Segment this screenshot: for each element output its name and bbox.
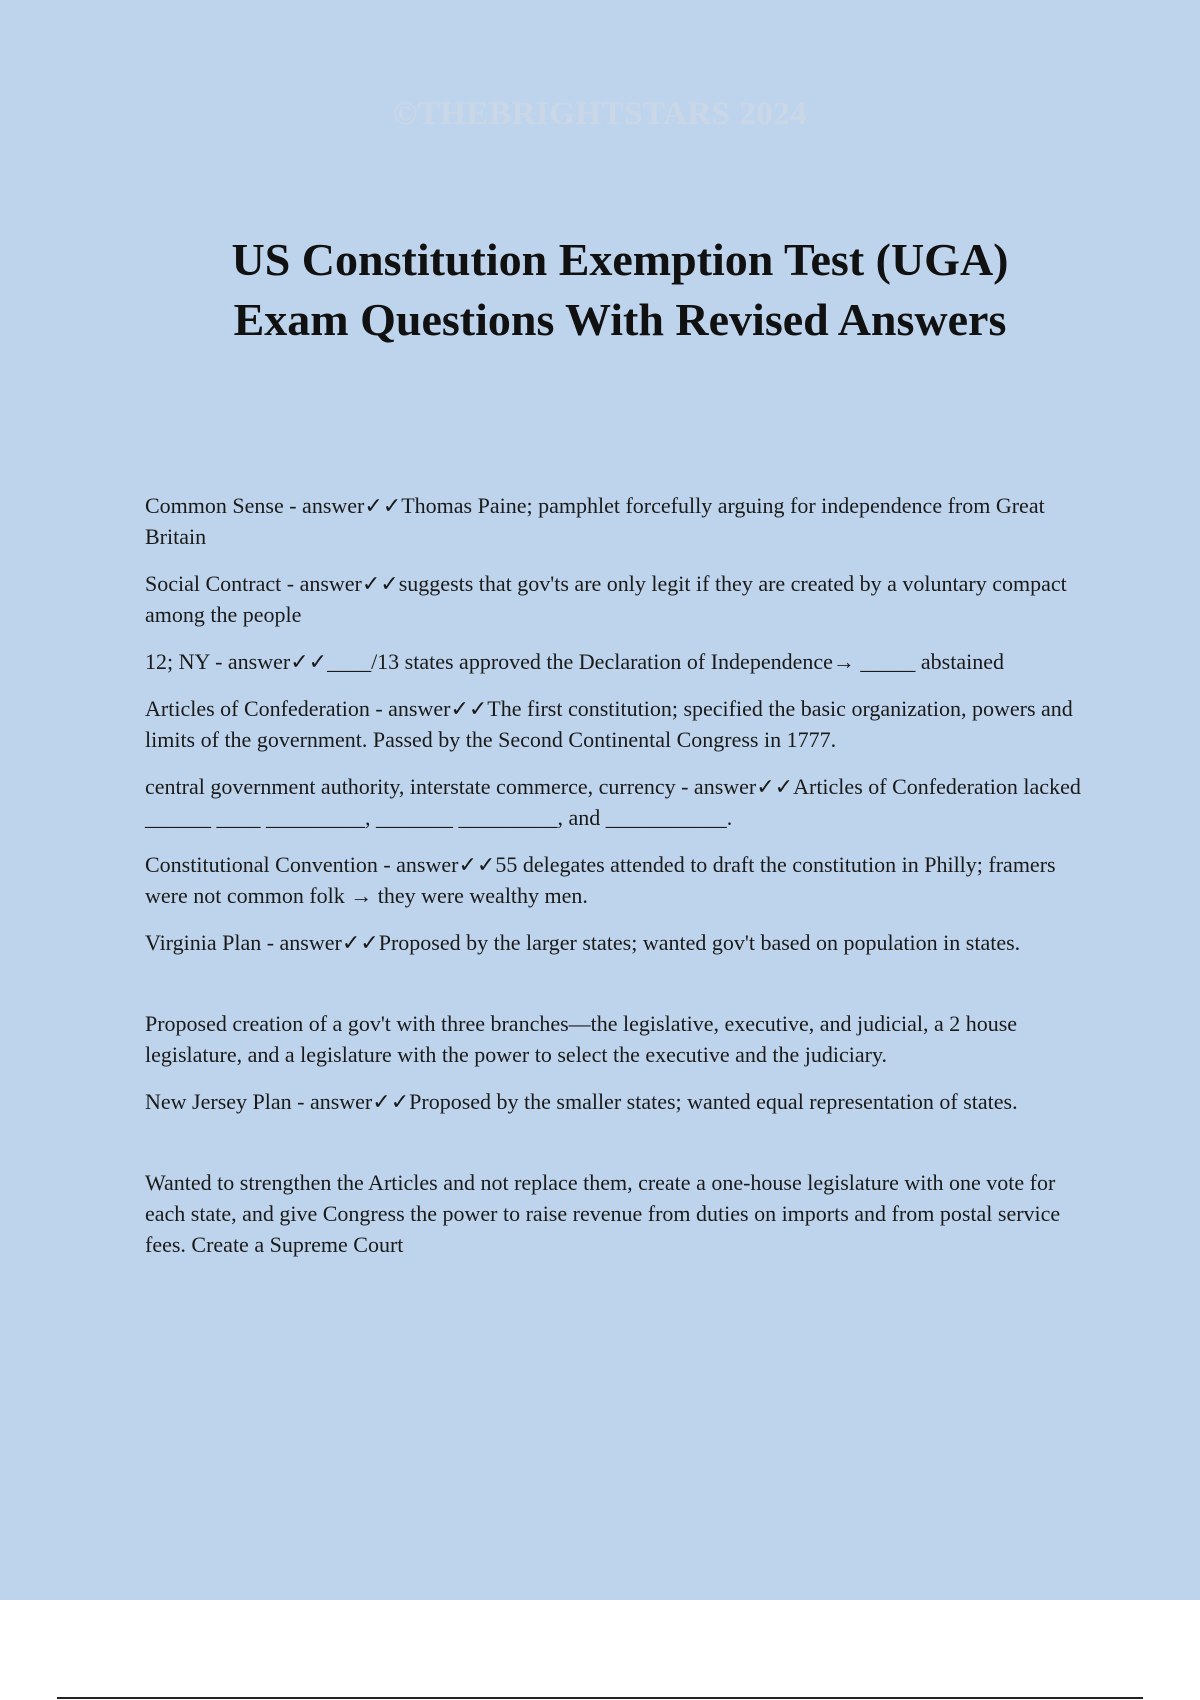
qa-entry-new-jersey-plan: New Jersey Plan - answer✓✓Proposed by the smaller states; wanted equal representation of states. xyxy=(145,1089,1018,1114)
qa-entry-virginia-plan-detail: Proposed creation of a gov't with three branches—the legislative, executive, and judicial, a 2 house legislature, and a legislature with the power to select the executive and the judiciary. xyxy=(145,1011,1018,1067)
qa-entry-virginia-plan: Virginia Plan - answer✓✓Proposed by the larger states; wanted gov't based on population in states. xyxy=(145,930,1021,955)
qa-entry-constitutional-convention: Constitutional Convention - answer✓✓55 delegates attended to draft the constitution in Philly; framers were not common folk → they were wealthy men. xyxy=(145,852,1056,908)
qa-entry-social-contract: Social Contract - answer✓✓suggests that gov'ts are only legit if they are created by a voluntary compact among the people xyxy=(145,571,1067,627)
document-title xyxy=(120,230,1120,350)
title-line-2: Exam Questions With Revised Answers xyxy=(233,294,1007,345)
qa-entry-declaration-states: 12; NY - answer✓✓____/13 states approved the Declaration of Independence→ _____ abstained xyxy=(145,649,1004,674)
page-bottom-rule xyxy=(57,1697,1143,1699)
qa-entry-common-sense: Common Sense - answer✓✓Thomas Paine; pamphlet forcefully arguing for independence from Great Britain xyxy=(145,493,1045,549)
watermark: ©THEBRIGHTSTARS 2024 xyxy=(392,96,808,132)
title-line-1: US Constitution Exemption Test (UGA) xyxy=(231,234,1009,285)
qa-list xyxy=(145,490,1085,1276)
qa-entry-articles-of-confederation: Articles of Confederation - answer✓✓The first constitution; specified the basic organization, powers and limits of the government. Passed by the Second Continental Congress in 1777. xyxy=(145,696,1073,752)
qa-entry-articles-lacked: central government authority, interstate commerce, currency - answer✓✓Articles of Confederation lacked ______ ____ _________, _______ _________, and ___________. xyxy=(145,774,1081,830)
qa-entry-new-jersey-plan-detail: Wanted to strengthen the Articles and not replace them, create a one-house legislature with one vote for each state, and give Congress the power to raise revenue from duties on imports and from postal service fees. Create a Supreme Court xyxy=(145,1170,1061,1257)
